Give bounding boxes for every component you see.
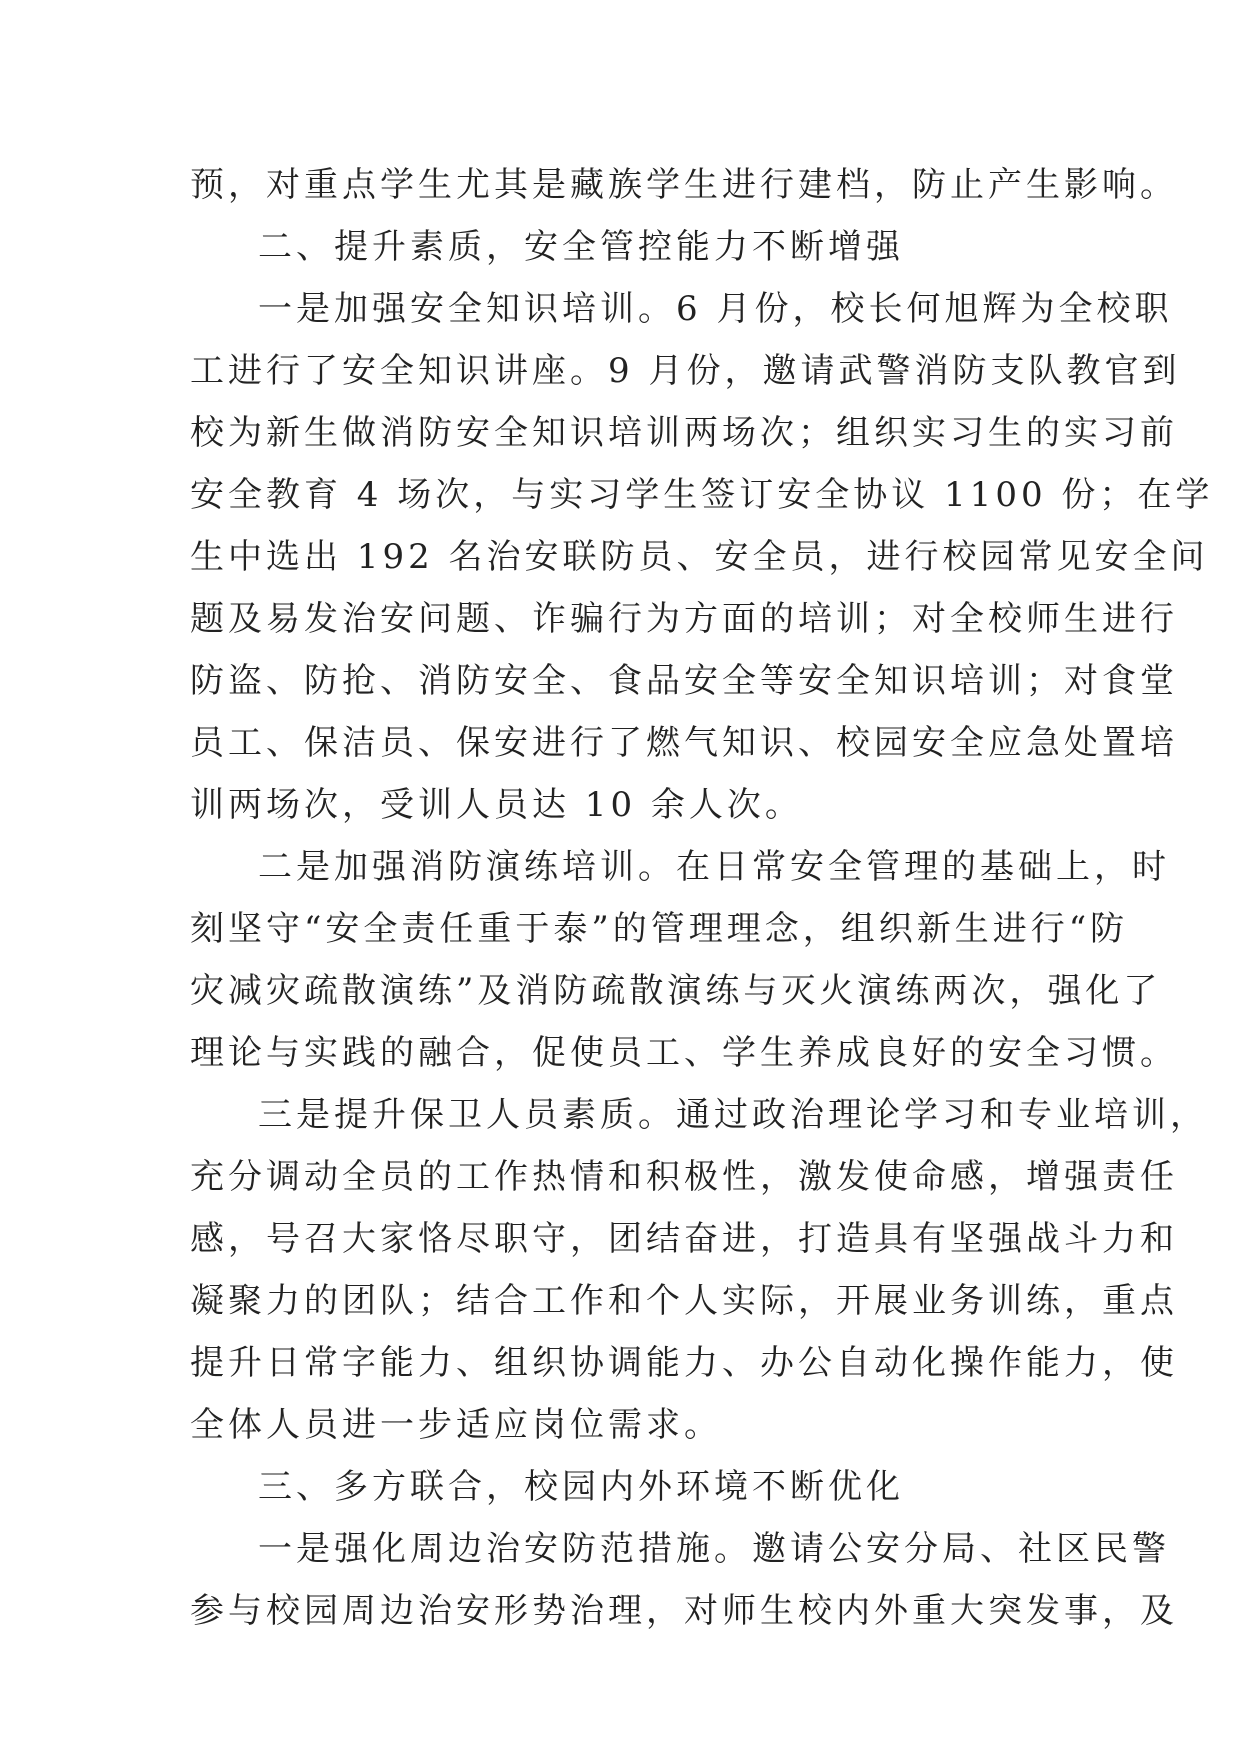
text-line: 预，对重点学生尤其是藏族学生进行建档，防止产生影响。: [190, 165, 1178, 205]
text-line: 三是提升保卫人员素质。通过政治理论学习和专业培训，: [258, 1095, 1208, 1135]
text-line: 理论与实践的融合，促使员工、学生养成良好的安全习惯。: [190, 1033, 1178, 1073]
text-line: 感，号召大家恪尽职守，团结奋进，打造具有坚强战斗力和: [190, 1219, 1178, 1259]
text-line: 校为新生做消防安全知识培训两场次；组织实习生的实习前: [190, 413, 1178, 453]
text-line: 二、提升素质，安全管控能力不断增强: [258, 227, 904, 267]
text-line: 全体人员进一步适应岗位需求。: [190, 1405, 722, 1445]
text-line: 灾减灾疏散演练”及消防疏散演练与灭火演练两次，强化了: [190, 971, 1162, 1011]
text-line: 题及易发治安问题、诈骗行为方面的培训；对全校师生进行: [190, 599, 1178, 639]
document-body: [190, 154, 1214, 1642]
text-line: 二是加强消防演练培训。在日常安全管理的基础上，时: [258, 847, 1170, 887]
text-line: 提升日常字能力、组织协调能力、办公自动化操作能力，使: [190, 1343, 1178, 1383]
text-line: 刻坚守“安全责任重于泰”的管理理念，组织新生进行“防: [190, 909, 1129, 949]
text-line: 参与校园周边治安形势治理，对师生校内外重大突发事，及: [190, 1591, 1178, 1631]
text-line: 三、多方联合，校园内外环境不断优化: [258, 1467, 904, 1507]
text-line: 训两场次，受训人员达 10 余人次。: [190, 785, 803, 825]
text-line: 工进行了安全知识讲座。9 月份，邀请武警消防支队教官到: [190, 351, 1181, 391]
text-line: 防盗、防抢、消防安全、食品安全等安全知识培训；对食堂: [190, 661, 1178, 701]
text-line: 一是加强安全知识培训。6 月份，校长何旭辉为全校职: [258, 289, 1173, 329]
text-line: 生中选出 192 名治安联防员、安全员，进行校园常见安全问: [190, 537, 1209, 577]
text-line: 员工、保洁员、保安进行了燃气知识、校园安全应急处置培: [190, 723, 1178, 763]
text-line: 一是强化周边治安防范措施。邀请公安分局、社区民警: [258, 1529, 1170, 1569]
text-line: 充分调动全员的工作热情和积极性，激发使命感，增强责任: [190, 1157, 1178, 1197]
text-line: 凝聚力的团队；结合工作和个人实际，开展业务训练，重点: [190, 1281, 1178, 1321]
text-line: 安全教育 4 场次，与实习学生签订安全协议 1100 份；在学: [190, 475, 1214, 515]
